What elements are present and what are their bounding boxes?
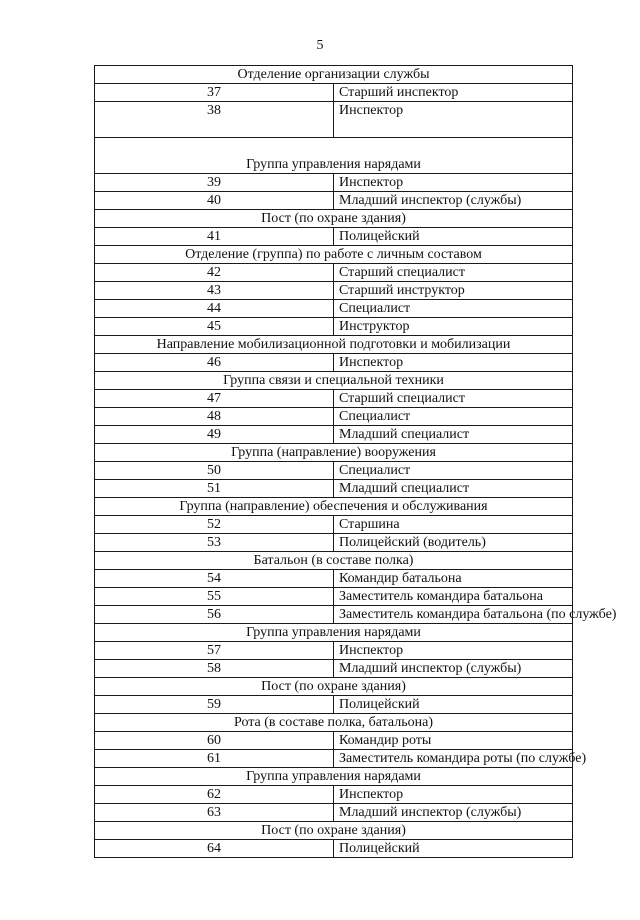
section-header-row: [95, 552, 573, 570]
position-title: Полицейский: [334, 840, 573, 858]
table-row: [95, 786, 573, 804]
section-title: Отделение (группа) по работе с личным составом: [95, 246, 573, 264]
row-number: 47: [95, 390, 334, 408]
row-number: 49: [95, 426, 334, 444]
position-title: Специалист: [334, 408, 573, 426]
position-title: Младший специалист: [334, 480, 573, 498]
section-header-row: [95, 210, 573, 228]
section-header-row: [95, 768, 573, 786]
position-title: Командир батальона: [334, 570, 573, 588]
row-number: 45: [95, 318, 334, 336]
row-number: 42: [95, 264, 334, 282]
position-title: Инспектор: [334, 174, 573, 192]
table-row: [95, 534, 573, 552]
table-row: [95, 462, 573, 480]
position-title: Заместитель командира роты (по службе): [334, 750, 573, 768]
position-title: Старший специалист: [334, 264, 573, 282]
row-number: 63: [95, 804, 334, 822]
row-number: 50: [95, 462, 334, 480]
table-row: [95, 102, 573, 138]
section-title: Группа (направление) вооружения: [95, 444, 573, 462]
section-header-row: [95, 138, 573, 174]
position-title: Специалист: [334, 462, 573, 480]
staff-table-body: [95, 66, 617, 858]
row-number: 43: [95, 282, 334, 300]
position-title: Младший инспектор (службы): [334, 804, 573, 822]
table-row: [95, 696, 573, 714]
section-header-row: [95, 66, 573, 84]
position-title: Старшина: [334, 516, 573, 534]
row-number: 56: [95, 606, 334, 624]
row-number: 61: [95, 750, 334, 768]
row-number: 41: [95, 228, 334, 246]
section-header-row: [95, 624, 573, 642]
row-number: 44: [95, 300, 334, 318]
row-number: 40: [95, 192, 334, 210]
section-header-row: [95, 714, 573, 732]
table-row: [95, 732, 573, 750]
section-header-row: [95, 336, 573, 354]
section-title: Группа управления нарядами: [95, 768, 573, 786]
row-number: 60: [95, 732, 334, 750]
table-row: [95, 426, 573, 444]
position-title: Полицейский: [334, 228, 573, 246]
position-title: Инструктор: [334, 318, 573, 336]
section-title: Группа управления нарядами: [95, 138, 573, 174]
table-row: [95, 840, 573, 858]
row-number: 38: [95, 102, 334, 138]
row-number: 55: [95, 588, 334, 606]
row-number: 53: [95, 534, 334, 552]
row-number: 46: [95, 354, 334, 372]
position-title: Заместитель командира батальона (по службе): [334, 606, 573, 624]
position-title: Инспектор: [334, 354, 573, 372]
section-title: Пост (по охране здания): [95, 822, 573, 840]
table-row: [95, 300, 573, 318]
table-row: [95, 408, 573, 426]
table-row: [95, 660, 573, 678]
section-header-row: [95, 678, 573, 696]
section-title: Группа (направление) обеспечения и обслуживания: [95, 498, 573, 516]
section-title: Пост (по охране здания): [95, 210, 573, 228]
position-title: Полицейский (водитель): [334, 534, 573, 552]
table-row: [95, 264, 573, 282]
table-row: [95, 174, 573, 192]
table-row: [95, 84, 573, 102]
section-header-row: [95, 444, 573, 462]
position-title: Заместитель командира батальона: [334, 588, 573, 606]
position-title: Командир роты: [334, 732, 573, 750]
row-number: 51: [95, 480, 334, 498]
row-number: 58: [95, 660, 334, 678]
section-header-row: [95, 498, 573, 516]
table-row: [95, 228, 573, 246]
table-row: [95, 516, 573, 534]
row-number: 54: [95, 570, 334, 588]
row-number: 48: [95, 408, 334, 426]
row-number: 62: [95, 786, 334, 804]
position-title: Инспектор: [334, 102, 573, 138]
table-row: [95, 642, 573, 660]
row-number: 59: [95, 696, 334, 714]
table-row: [95, 588, 573, 606]
section-title: Группа связи и специальной техники: [95, 372, 573, 390]
position-title: Инспектор: [334, 786, 573, 804]
section-header-row: [95, 822, 573, 840]
table-row: [95, 606, 573, 624]
staff-table: [94, 65, 617, 858]
position-title: Младший специалист: [334, 426, 573, 444]
table-row: [95, 390, 573, 408]
position-title: Специалист: [334, 300, 573, 318]
row-number: 37: [95, 84, 334, 102]
section-title: Группа управления нарядами: [95, 624, 573, 642]
position-title: Полицейский: [334, 696, 573, 714]
row-number: 57: [95, 642, 334, 660]
position-title: Инспектор: [334, 642, 573, 660]
section-title: Направление мобилизационной подготовки и мобилизации: [95, 336, 573, 354]
section-title: Отделение организации службы: [95, 66, 573, 84]
row-number: 64: [95, 840, 334, 858]
table-row: [95, 570, 573, 588]
table-row: [95, 192, 573, 210]
position-title: Младший инспектор (службы): [334, 192, 573, 210]
table-row: [95, 804, 573, 822]
section-title: Рота (в составе полка, батальона): [95, 714, 573, 732]
table-row: [95, 354, 573, 372]
table-row: [95, 750, 573, 768]
row-number: 39: [95, 174, 334, 192]
table-row: [95, 282, 573, 300]
table-row: [95, 480, 573, 498]
position-title: Младший инспектор (службы): [334, 660, 573, 678]
section-header-row: [95, 372, 573, 390]
section-header-row: [95, 246, 573, 264]
table-row: [95, 318, 573, 336]
position-title: Старший инструктор: [334, 282, 573, 300]
row-number: 52: [95, 516, 334, 534]
section-title: Батальон (в составе полка): [95, 552, 573, 570]
position-title: Старший инспектор: [334, 84, 573, 102]
position-title: Старший специалист: [334, 390, 573, 408]
page-number: 5: [316, 38, 324, 53]
section-title: Пост (по охране здания): [95, 678, 573, 696]
